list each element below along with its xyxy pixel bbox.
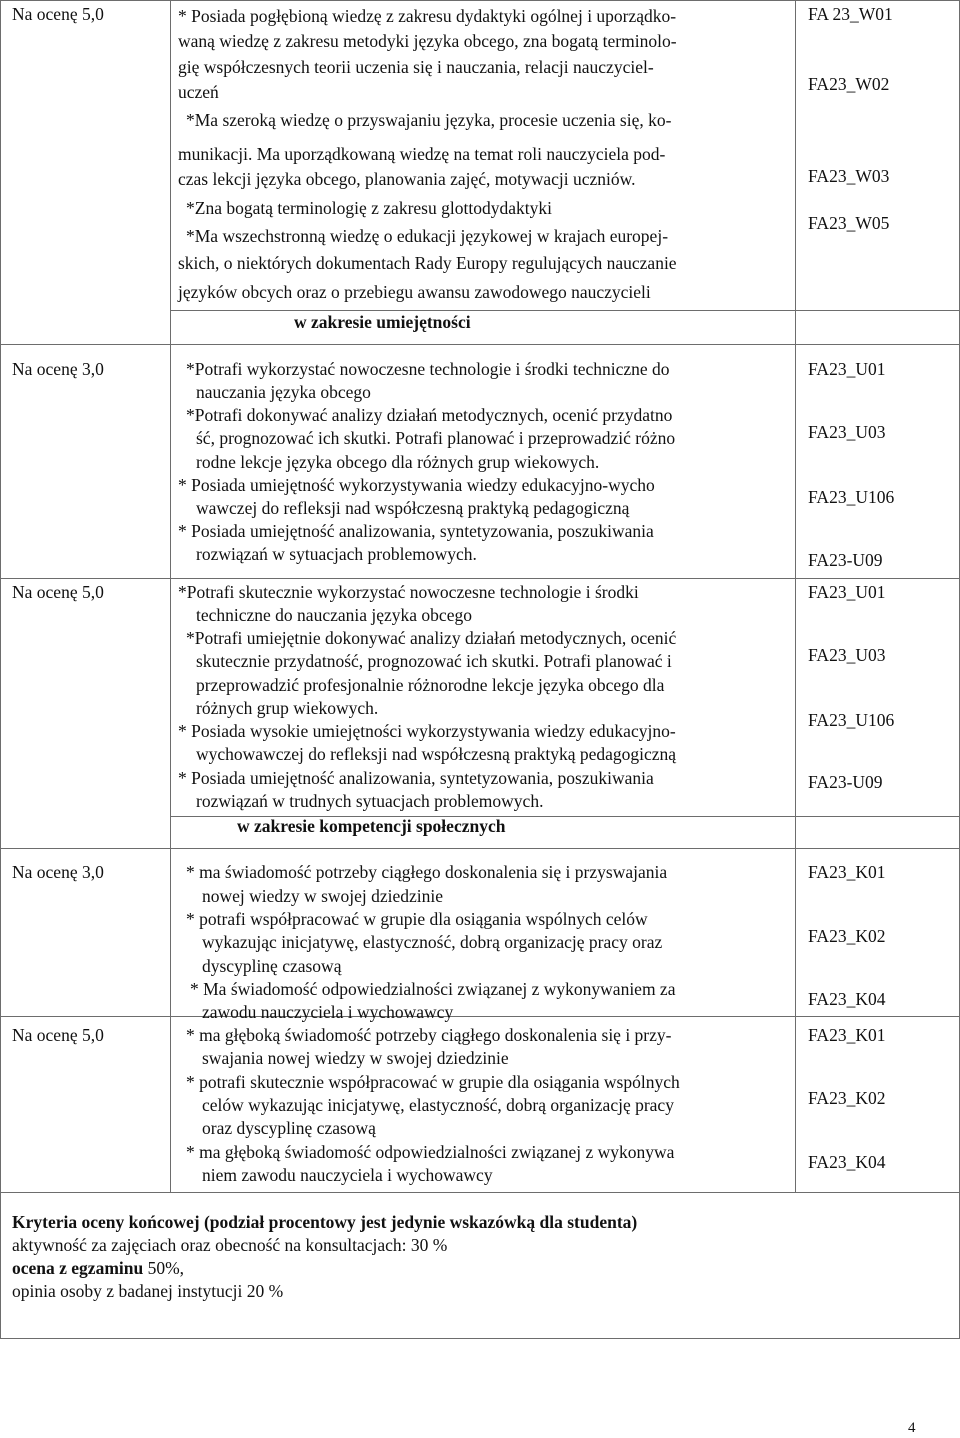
criterion-line: rozwiązań w trudnych sytuacjach problemowych. — [196, 791, 544, 811]
criterion-line: *Zna bogatą terminologię z zakresu glottodydaktyki — [186, 198, 552, 218]
criterion-line: celów wykazując inicjatywę, elastyczność, dobrą organizację pracy — [202, 1095, 674, 1115]
criterion-line: niem zawodu nauczyciela i wychowawcy — [202, 1165, 493, 1185]
row-divider-3 — [0, 848, 960, 849]
criterion-line: *Ma wszechstronną wiedzę o edukacji językowej w krajach europej- — [186, 226, 669, 246]
criterion-line: techniczne do nauczania języka obcego — [196, 605, 472, 625]
criterion-line: *Potrafi dokonywać analizy działań metodycznych, ocenić przydatno — [186, 405, 673, 425]
outcome-code: FA23_W03 — [808, 166, 890, 186]
outcome-code: FA23_U01 — [808, 359, 886, 379]
table-border-bottom — [0, 1192, 960, 1193]
criterion-line: * Posiada wysokie umiejętności wykorzystywania wiedzy edukacyjno- — [178, 721, 676, 741]
criterion-line: swajania nowej wiedzy w swojej dziedzinie — [202, 1048, 509, 1068]
section-heading-social: w zakresie kompetencji społecznych — [237, 816, 506, 836]
heading-line-skills — [170, 310, 960, 311]
grade-label: Na ocenę 5,0 — [12, 582, 104, 602]
outcome-code: FA23_K04 — [808, 989, 886, 1009]
criterion-line: skich, o niektórych dokumentach Rady Europy regulujących nauczanie — [178, 253, 677, 273]
row-divider-2 — [0, 578, 960, 579]
table-border-top — [0, 0, 960, 1]
exam-label: ocena z egzaminu — [12, 1258, 144, 1278]
criterion-line: czas lekcji języka obcego, planowania zajęć, motywacji uczniów. — [178, 169, 636, 189]
outcome-code: FA23_K01 — [808, 862, 886, 882]
outcome-code: FA23_K02 — [808, 926, 886, 946]
criteria-title: Kryteria oceny końcowej (podział procentowy jest jedynie wskazówką dla studenta) — [12, 1212, 638, 1232]
criterion-line: *Ma szeroką wiedzę o przyswajaniu języka, procesie uczenia się, ko- — [186, 110, 672, 130]
criterion-line: *Potrafi umiejętnie dokonywać analizy działań metodycznych, ocenić — [186, 628, 677, 648]
criterion-line: * Posiada umiejętność wykorzystywania wiedzy edukacyjno-wycho — [178, 475, 655, 495]
outcome-code: FA23_U01 — [808, 582, 886, 602]
outcome-code: FA23_U03 — [808, 645, 886, 665]
criterion-line: skutecznie przydatność, prognozować ich skutki. Potrafi planować i — [196, 651, 672, 671]
criterion-line: wykazując inicjatywę, elastyczność, dobrą organizację pracy oraz — [202, 932, 663, 952]
criterion-line: wychowawczej do refleksji nad współczesną praktyką pedagogiczną — [196, 744, 677, 764]
criterion-line: * potrafi współpracować w grupie dla osiągania wspólnych celów — [186, 909, 648, 929]
criterion-line: języków obcych oraz o przebiegu awansu zawodowego nauczycieli — [178, 282, 651, 302]
row-divider-1 — [0, 344, 960, 345]
criterion-line: oraz dyscyplinę czasową — [202, 1118, 376, 1138]
criterion-line: * Posiada pogłębioną wiedzę z zakresu dydaktyki ogólnej i uporządko- — [178, 6, 677, 26]
outcome-code: FA23_K01 — [808, 1025, 886, 1045]
table-border-left — [0, 0, 1, 1338]
outcome-code: FA23-U09 — [808, 550, 883, 570]
criterion-line: uczeń — [178, 82, 219, 102]
grade-label: Na ocenę 5,0 — [12, 4, 104, 24]
criterion-line: * Ma świadomość odpowiedzialności związanej z wykonywaniem za — [190, 979, 676, 999]
criterion-line: nauczania języka obcego — [196, 382, 371, 402]
grade-label: Na ocenę 3,0 — [12, 359, 104, 379]
criterion-line: rozwiązań w sytuacjach problemowych. — [196, 544, 477, 564]
page-number: 4 — [908, 1420, 916, 1436]
criterion-line: * potrafi skutecznie współpracować w grupie dla osiągania wspólnych — [186, 1072, 680, 1092]
outcome-code: FA23_W05 — [808, 213, 890, 233]
criterion-line: przeprowadzić profesjonalnie różnorodne lekcje języka obcego dla — [196, 675, 665, 695]
outcome-code: FA23_W02 — [808, 74, 890, 94]
outcome-code: FA23_K02 — [808, 1088, 886, 1108]
criterion-line: rodne lekcje języka obcego dla różnych grup wiekowych. — [196, 452, 600, 472]
criterion-line: dyscyplinę czasową — [202, 956, 342, 976]
outcome-code: FA 23_W01 — [808, 4, 893, 24]
criterion-line: *Potrafi wykorzystać nowoczesne technologie i środki techniczne do — [186, 359, 670, 379]
criterion-line: różnych grup wiekowych. — [196, 698, 379, 718]
criterion-line: * ma głęboką świadomość potrzeby ciągłego doskonalenia się i przy- — [186, 1025, 672, 1045]
criterion-line: nowej wiedzy w swojej dziedzinie — [202, 886, 444, 906]
criteria-line-activity: aktywność za zajęciach oraz obecność na konsultacjach: 30 % — [12, 1235, 448, 1255]
criterion-line: zawodu nauczyciela i wychowawcy — [202, 1002, 454, 1022]
outcome-code: FA23_U106 — [808, 487, 895, 507]
footer-border-bottom — [0, 1338, 960, 1339]
criterion-line: * ma głęboką świadomość odpowiedzialności związanej z wykonywa — [186, 1142, 675, 1162]
criterion-line: * ma świadomość potrzeby ciągłego doskonalenia się i przyswajania — [186, 862, 668, 882]
criterion-line: munikacji. Ma uporządkowaną wiedzę na temat roli nauczyciela pod- — [178, 144, 666, 164]
criteria-line-exam — [12, 1257, 184, 1279]
outcome-code: FA23_U03 — [808, 422, 886, 442]
criterion-line: * Posiada umiejętność analizowania, syntetyzowania, poszukiwania — [178, 521, 654, 541]
criterion-line: * Posiada umiejętność analizowania, syntetyzowania, poszukiwania — [178, 768, 654, 788]
grade-label: Na ocenę 5,0 — [12, 1025, 104, 1045]
criterion-line: gię współczesnych teorii uczenia się i nauczania, relacji nauczyciel- — [178, 57, 654, 77]
section-heading-skills: w zakresie umiejętności — [294, 312, 471, 332]
grade-label: Na ocenę 3,0 — [12, 862, 104, 882]
criteria-line-opinion: opinia osoby z badanej instytucji 20 % — [12, 1281, 284, 1301]
criterion-line: ść, prognozować ich skutki. Potrafi planować i przeprowadzić różno — [196, 428, 676, 448]
criterion-line: wawczej do refleksji nad współczesną praktyką pedagogiczną — [196, 498, 630, 518]
criterion-line: waną wiedzę z zakresu metodyki języka obcego, zna bogatą terminolo- — [178, 31, 677, 51]
outcome-code: FA23_U106 — [808, 710, 895, 730]
outcome-code: FA23_K04 — [808, 1152, 886, 1172]
outcome-code: FA23-U09 — [808, 772, 883, 792]
exam-percent: 50%, — [143, 1258, 185, 1278]
column-divider-1 — [170, 0, 171, 1192]
criterion-line: *Potrafi skutecznie wykorzystać nowoczesne technologie i środki — [178, 582, 639, 602]
